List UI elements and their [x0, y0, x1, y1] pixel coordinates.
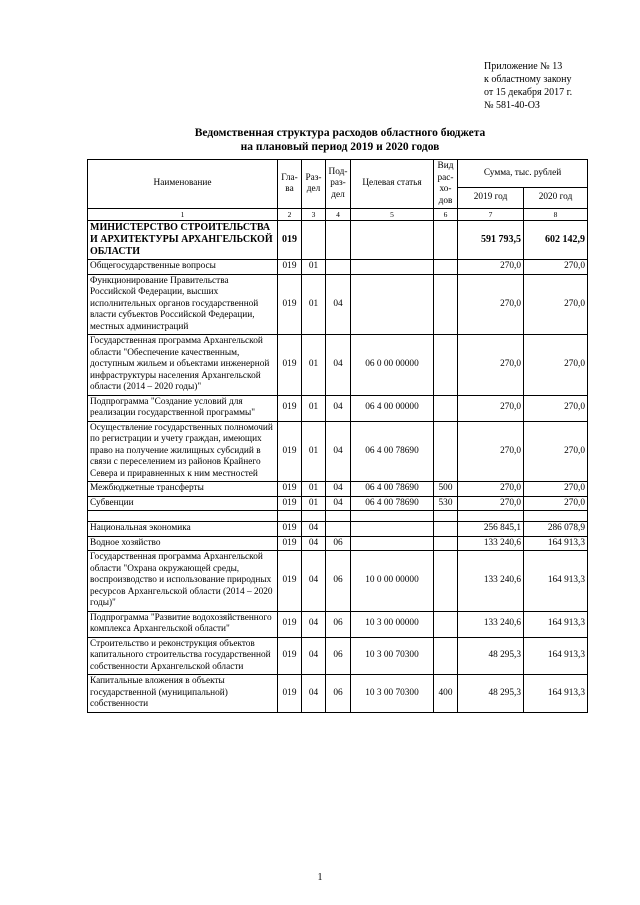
row-2020: 602 142,9 — [524, 221, 588, 260]
row-name: Подпрограмма "Развитие водохозяйственного комплекса Архангельской области" — [88, 611, 278, 637]
table-row — [88, 536, 588, 551]
row-podrazdel: 06 — [326, 551, 351, 612]
header-podrazdel: Под- раз- дел — [326, 160, 351, 209]
row-target: 10 3 00 70300 — [351, 675, 434, 713]
column-number: 5 — [351, 209, 434, 221]
row-2020: 164 913,3 — [524, 637, 588, 675]
row-2020: 164 913,3 — [524, 551, 588, 612]
row-razdel: 04 — [302, 611, 326, 637]
row-target — [351, 522, 434, 537]
row-vid: 500 — [434, 482, 458, 497]
row-name: Государственная программа Архангельской области "Охрана окружающей среды, воспроизводство и использование природных ресурсов Архангельской области (2014 – 2020 годы)" — [88, 551, 278, 612]
header-2020: 2020 год — [524, 187, 588, 208]
row-vid — [434, 274, 458, 335]
row-glava: 019 — [278, 260, 302, 275]
row-name: Государственная программа Архангельской области "Обеспечение качественным, доступным жильем и объектами инженерной инфраструктуры населения Архангельской области (2014 – 2020 годы)" — [88, 335, 278, 396]
row-podrazdel: 06 — [326, 637, 351, 675]
header-sum: Сумма, тыс. рублей — [458, 160, 588, 188]
row-2019: 270,0 — [458, 496, 524, 511]
row-2020: 270,0 — [524, 395, 588, 421]
row-vid — [434, 522, 458, 537]
table-row — [88, 675, 588, 713]
row-target: 10 3 00 00000 — [351, 611, 434, 637]
row-podrazdel: 04 — [326, 482, 351, 497]
table-row — [88, 637, 588, 675]
row-razdel: 01 — [302, 421, 326, 482]
row-podrazdel: 04 — [326, 496, 351, 511]
row-2020: 270,0 — [524, 274, 588, 335]
row-2019: 270,0 — [458, 274, 524, 335]
row-podrazdel — [326, 260, 351, 275]
document-title — [90, 126, 590, 154]
row-podrazdel — [326, 522, 351, 537]
row-2020: 270,0 — [524, 335, 588, 396]
row-2019: 48 295,3 — [458, 637, 524, 675]
row-razdel: 04 — [302, 522, 326, 537]
table-row — [88, 335, 588, 396]
row-target: 10 0 00 00000 — [351, 551, 434, 612]
row-glava: 019 — [278, 536, 302, 551]
column-number: 7 — [458, 209, 524, 221]
appendix-line: к областному закону — [484, 74, 572, 85]
row-target: 06 4 00 78690 — [351, 421, 434, 482]
row-vid — [434, 335, 458, 396]
row-2019: 270,0 — [458, 482, 524, 497]
row-podrazdel: 06 — [326, 536, 351, 551]
row-vid — [434, 421, 458, 482]
column-number: 2 — [278, 209, 302, 221]
row-vid — [434, 395, 458, 421]
row-target — [351, 536, 434, 551]
row-2019: 133 240,6 — [458, 611, 524, 637]
table-row — [88, 611, 588, 637]
row-target — [351, 260, 434, 275]
row-2019: 270,0 — [458, 395, 524, 421]
row-2020: 164 913,3 — [524, 536, 588, 551]
row-razdel: 01 — [302, 335, 326, 396]
row-podrazdel: 06 — [326, 611, 351, 637]
row-2019: 270,0 — [458, 260, 524, 275]
row-glava: 019 — [278, 551, 302, 612]
row-razdel: 04 — [302, 637, 326, 675]
row-podrazdel: 04 — [326, 274, 351, 335]
appendix-block — [484, 60, 634, 112]
row-razdel: 04 — [302, 675, 326, 713]
row-2020: 270,0 — [524, 482, 588, 497]
row-glava: 019 — [278, 274, 302, 335]
row-2020: 164 913,3 — [524, 611, 588, 637]
row-name: МИНИСТЕРСТВО СТРОИТЕЛЬСТВА И АРХИТЕКТУРЫ АРХАНГЕЛЬСКОЙ ОБЛАСТИ — [88, 221, 278, 260]
column-number: 8 — [524, 209, 588, 221]
row-podrazdel: 04 — [326, 421, 351, 482]
column-number: 3 — [302, 209, 326, 221]
row-target: 06 4 00 00000 — [351, 395, 434, 421]
row-vid — [434, 260, 458, 275]
row-glava: 019 — [278, 221, 302, 260]
column-number: 4 — [326, 209, 351, 221]
column-numbers-row — [88, 209, 588, 221]
row-name: Функционирование Правительства Российской Федерации, высших исполнительных органов государственной власти субъектов Российской Федерации, местных администраций — [88, 274, 278, 335]
page-number: 1 — [317, 872, 323, 883]
appendix-line: от 15 декабря 2017 г. — [484, 87, 573, 98]
row-target: 06 4 00 78690 — [351, 482, 434, 497]
row-podrazdel: 06 — [326, 675, 351, 713]
row-name: Подпрограмма "Создание условий для реализации государственной программы" — [88, 395, 278, 421]
table-row — [88, 522, 588, 537]
appendix-line: № 581-40-ОЗ — [484, 100, 540, 111]
row-glava: 019 — [278, 335, 302, 396]
header-razdel: Раз- дел — [302, 160, 326, 209]
row-razdel — [302, 221, 326, 260]
row-name: Водное хозяйство — [88, 536, 278, 551]
row-razdel: 01 — [302, 496, 326, 511]
table-row — [88, 395, 588, 421]
row-2019: 133 240,6 — [458, 536, 524, 551]
row-2019: 591 793,5 — [458, 221, 524, 260]
row-2020: 270,0 — [524, 421, 588, 482]
header-name: Наименование — [88, 160, 278, 209]
row-name: Межбюджетные трансферты — [88, 482, 278, 497]
row-2019: 133 240,6 — [458, 551, 524, 612]
budget-table — [87, 159, 588, 713]
row-razdel: 01 — [302, 274, 326, 335]
table-row — [88, 274, 588, 335]
row-2020: 164 913,3 — [524, 675, 588, 713]
row-target — [351, 274, 434, 335]
column-number: 1 — [88, 209, 278, 221]
row-vid: 530 — [434, 496, 458, 511]
row-podrazdel: 04 — [326, 395, 351, 421]
row-podrazdel — [326, 221, 351, 260]
title-line: Ведомственная структура расходов областного бюджета — [194, 127, 486, 139]
header-glava: Гла- ва — [278, 160, 302, 209]
header-vid: Вид рас- хо- дов — [434, 160, 458, 209]
appendix-line: Приложение № 13 — [484, 61, 563, 72]
row-target: 10 3 00 70300 — [351, 637, 434, 675]
row-vid — [434, 551, 458, 612]
row-2019: 48 295,3 — [458, 675, 524, 713]
row-2020: 270,0 — [524, 260, 588, 275]
row-name: Строительство и реконструкция объектов капитального строительства государственной собственности Архангельской области — [88, 637, 278, 675]
row-glava: 019 — [278, 611, 302, 637]
row-glava: 019 — [278, 675, 302, 713]
row-podrazdel: 04 — [326, 335, 351, 396]
table-row — [88, 221, 588, 260]
row-2020: 286 078,9 — [524, 522, 588, 537]
table-row — [88, 551, 588, 612]
table-row — [88, 260, 588, 275]
row-vid — [434, 221, 458, 260]
table-row — [88, 482, 588, 497]
row-2019: 270,0 — [458, 421, 524, 482]
row-razdel: 04 — [302, 551, 326, 612]
row-target: 06 4 00 78690 — [351, 496, 434, 511]
row-target — [351, 221, 434, 260]
row-vid: 400 — [434, 675, 458, 713]
column-number: 6 — [434, 209, 458, 221]
row-name: Субвенции — [88, 496, 278, 511]
row-glava: 019 — [278, 421, 302, 482]
table-row — [88, 496, 588, 511]
table-row — [88, 421, 588, 482]
row-name: Общегосударственные вопросы — [88, 260, 278, 275]
row-name: Осуществление государственных полномочий по регистрации и учету граждан, имеющих право на получение жилищных субсидий в связи с переселением из районов Крайнего Севера и приравненных к ним местностей — [88, 421, 278, 482]
spacer-row — [88, 511, 588, 522]
row-vid — [434, 637, 458, 675]
title-line: на плановый период 2019 и 2020 годов — [240, 141, 440, 153]
row-glava: 019 — [278, 637, 302, 675]
row-glava: 019 — [278, 522, 302, 537]
row-razdel: 01 — [302, 395, 326, 421]
row-2019: 256 845,1 — [458, 522, 524, 537]
row-razdel: 04 — [302, 536, 326, 551]
row-razdel: 01 — [302, 482, 326, 497]
header-target: Целевая статья — [351, 160, 434, 209]
row-2020: 270,0 — [524, 496, 588, 511]
row-2019: 270,0 — [458, 335, 524, 396]
row-target: 06 0 00 00000 — [351, 335, 434, 396]
row-glava: 019 — [278, 395, 302, 421]
row-razdel: 01 — [302, 260, 326, 275]
row-name: Капитальные вложения в объекты государственной (муниципальной) собственности — [88, 675, 278, 713]
row-glava: 019 — [278, 496, 302, 511]
row-vid — [434, 611, 458, 637]
header-2019: 2019 год — [458, 187, 524, 208]
row-glava: 019 — [278, 482, 302, 497]
row-vid — [434, 536, 458, 551]
row-name: Национальная экономика — [88, 522, 278, 537]
